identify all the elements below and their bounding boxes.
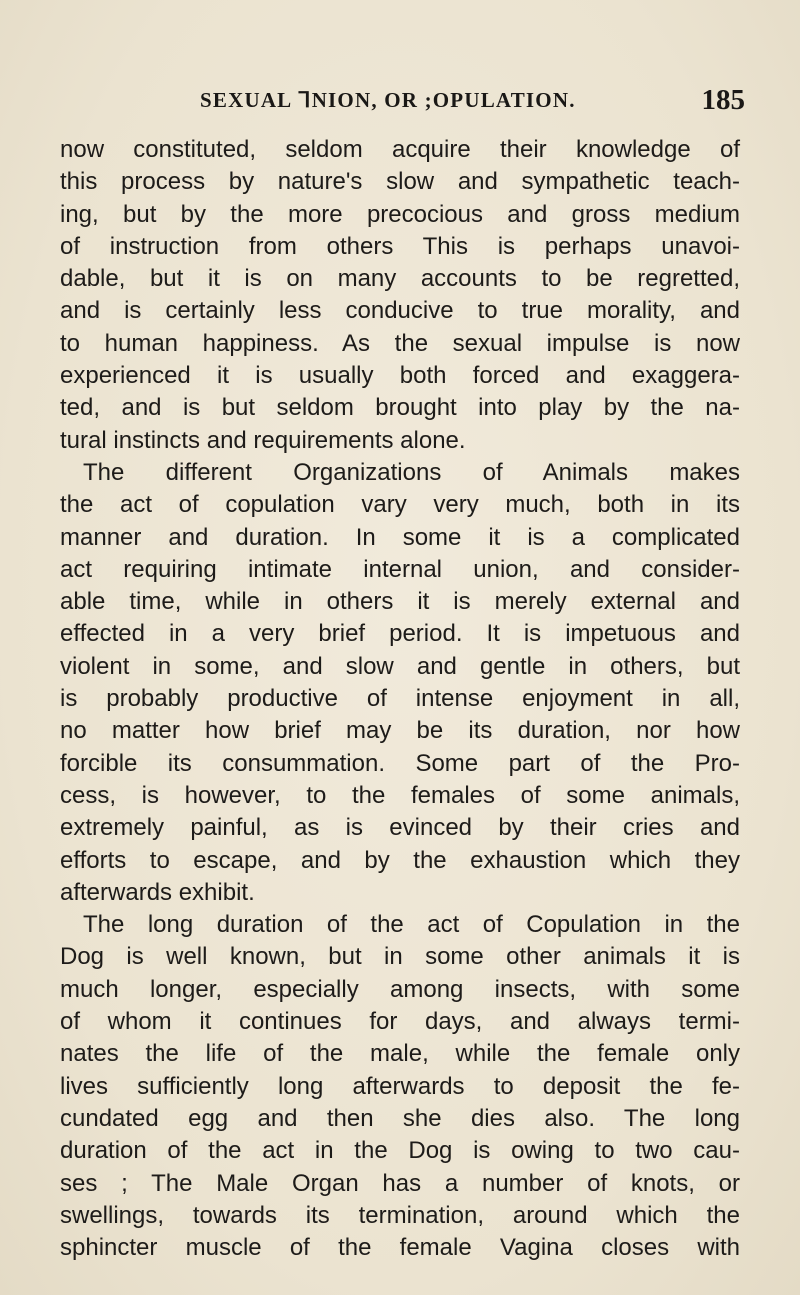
- text-line: dable, but it is on many accounts to be regretted,: [60, 265, 740, 293]
- text-line: nates the life of the male, while the female only: [60, 1040, 740, 1068]
- text-line: experienced it is usually both forced and exaggera-: [60, 362, 740, 390]
- text-line: violent in some, and slow and gentle in others, but: [60, 652, 740, 680]
- text-line: the act of copulation vary very much, both in its: [60, 491, 740, 519]
- text-line: forcible its consummation. Some part of the Pro-: [60, 749, 740, 777]
- text-line: ted, and is but seldom brought into play by the na-: [60, 394, 740, 422]
- text-line: manner and duration. In some it is a complicated: [60, 523, 740, 551]
- page-number: 185: [701, 84, 745, 116]
- text-line: Dog is well known, but in some other animals it is: [60, 943, 740, 971]
- text-line: duration of the act in the Dog is owing to two cau-: [60, 1137, 740, 1165]
- running-title: SEXUAL ᒣNION, OR ;OPULATION.: [200, 88, 576, 112]
- text-line: ses ; The Male Organ has a number of knots, or: [60, 1169, 740, 1197]
- text-line: able time, while in others it is merely external and: [60, 588, 740, 616]
- text-line: is probably productive of intense enjoyment in all,: [60, 685, 740, 713]
- text-line: lives sufficiently long afterwards to deposit the fe-: [60, 1072, 740, 1100]
- text-line: to human happiness. As the sexual impulse is now: [60, 329, 740, 357]
- text-line: this process by nature's slow and sympathetic teach-: [60, 168, 740, 196]
- text-line: The different Organizations of Animals makes: [83, 458, 740, 486]
- text-line: much longer, especially among insects, with some: [60, 975, 740, 1003]
- text-line: efforts to escape, and by the exhaustion which they: [60, 846, 740, 874]
- text-line: of instruction from others This is perhaps unavoi-: [60, 232, 740, 260]
- running-head: [200, 84, 745, 118]
- text-line: effected in a very brief period. It is impetuous and: [60, 620, 740, 648]
- text-line: cess, is however, to the females of some animals,: [60, 781, 740, 809]
- text-line: swellings, towards its termination, around which the: [60, 1201, 740, 1229]
- text-line: and is certainly less conducive to true morality, and: [60, 297, 740, 325]
- text-line: of whom it continues for days, and always termi-: [60, 1008, 740, 1036]
- text-line: afterwards exhibit.: [60, 878, 255, 906]
- text-line: ing, but by the more precocious and gross medium: [60, 200, 740, 228]
- text-line: The long duration of the act of Copulation in the: [83, 911, 740, 939]
- body-text: [60, 134, 740, 1264]
- text-line: tural instincts and requirements alone.: [60, 426, 466, 454]
- text-line: now constituted, seldom acquire their knowledge of: [60, 136, 740, 163]
- text-line: extremely painful, as is evinced by their cries and: [60, 814, 740, 842]
- text-line: cundated egg and then she dies also. The long: [60, 1104, 740, 1132]
- text-line: sphincter muscle of the female Vagina closes with: [60, 1234, 740, 1262]
- text-line: act requiring intimate internal union, and consider-: [60, 555, 740, 583]
- text-line: no matter how brief may be its duration, nor how: [60, 717, 740, 745]
